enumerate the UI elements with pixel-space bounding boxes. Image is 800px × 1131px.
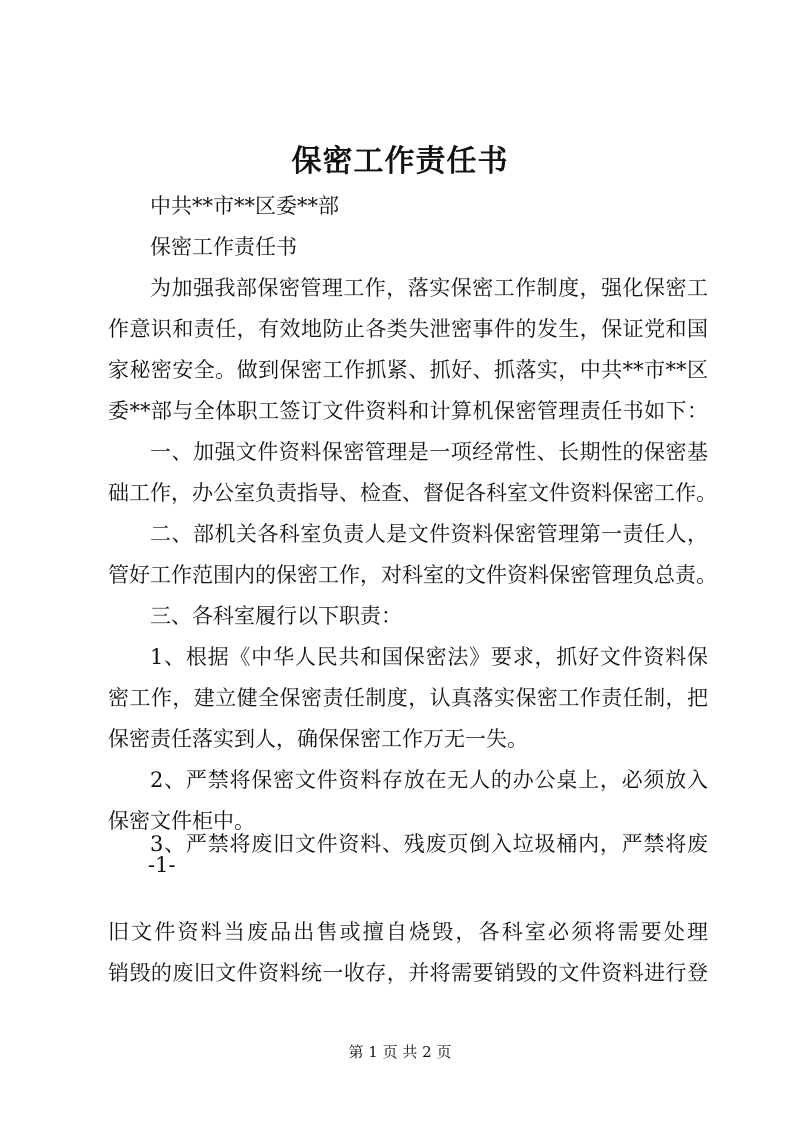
page-marker: -1- — [148, 853, 176, 877]
text-line: 1、根据《中华人民共和国保密法》要求，抓好文件资料保 — [150, 645, 708, 669]
text-line: 础工作，办公室负责指导、检查、督促各科室文件资料保密工作。 — [108, 481, 717, 505]
text-line: 2、严禁将保密文件资料存放在无人的办公桌上，必须放入 — [150, 768, 708, 792]
text-line: 二、部机关各科室负责人是文件资料保密管理第一责任人， — [150, 522, 708, 546]
text-line: 委**部与全体职工签订文件资料和计算机保密管理责任书如下： — [108, 399, 708, 423]
text-line: 密工作，建立健全保密责任制度，认真落实保密工作责任制，把 — [108, 686, 708, 710]
page-footer: 第 1 页 共 2 页 — [348, 1043, 452, 1061]
text-line: 销毁的废旧文件资料统一收存，并将需要销毁的文件资料进行登 — [108, 961, 708, 985]
text-line: 作意识和责任，有效地防止各类失泄密事件的发生，保证党和国 — [108, 317, 708, 341]
text-line: 一、加强文件资料保密管理是一项经常性、长期性的保密基 — [150, 440, 708, 464]
text-line: 中共**市**区委**部 — [150, 194, 339, 218]
text-line: 为加强我部保密管理工作，落实保密工作制度，强化保密工 — [150, 276, 708, 300]
text-line: 保密文件柜中。 — [108, 809, 255, 833]
text-line: 保密责任落实到人，确保保密工作万无一失。 — [108, 727, 528, 751]
text-line: 3、严禁将废旧文件资料、残废页倒入垃圾桶内，严禁将废 — [150, 832, 708, 856]
text-line: 三、各科室履行以下职责： — [150, 604, 402, 628]
text-line: 管好工作范围内的保密工作，对科室的文件资料保密管理负总责。 — [108, 563, 717, 587]
document-title: 保密工作责任书 — [291, 144, 509, 179]
text-line: 旧文件资料当废品出售或擅自烧毁，各科室必须将需要处理 — [108, 920, 708, 944]
text-line: 家秘密安全。做到保密工作抓紧、抓好、抓落实，中共**市**区 — [108, 358, 708, 382]
text-line: 保密工作责任书 — [150, 235, 297, 259]
